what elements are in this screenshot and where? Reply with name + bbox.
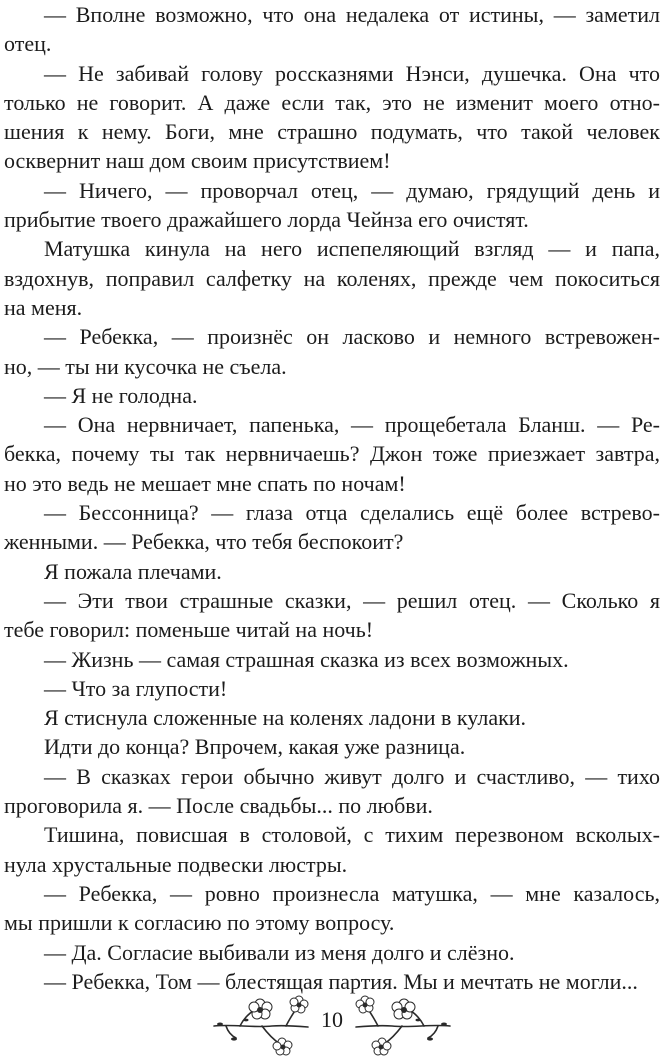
paragraph: [4, 762, 660, 821]
text-line: только не говорит. А даже если так, это не изменит моего отно-: [4, 89, 660, 115]
text-line: нула хрустальные подвески люстры.: [4, 851, 348, 877]
text-line: — Ребекка, — произнёс он ласково и немного встревожен-: [44, 324, 660, 350]
text-line: — Ребекка, — ровно произнесла матушка, — мне казалось,: [44, 880, 660, 906]
paragraph: [4, 498, 660, 557]
paragraph: [4, 674, 660, 703]
paragraph: [4, 879, 660, 938]
text-line: Тишина, повисшая в столовой, с тихим перезвоном всколых-: [44, 822, 660, 848]
text-line: — Что за глупости!: [44, 675, 228, 701]
text-line: Матушка кинула на него испепеляющий взгляд — и папа,: [44, 236, 660, 262]
text-line: мы пришли к согласию по этому вопросу.: [4, 910, 395, 936]
text-line: осквернит наш дом своим присутствием!: [4, 148, 391, 174]
text-line: — Жизнь — самая страшная сказка из всех возможных.: [44, 646, 569, 672]
text-line: на меня.: [4, 294, 83, 320]
text-line: Я пожала плечами.: [44, 558, 222, 584]
paragraph: [4, 732, 660, 761]
text-line: — Вполне возможно, что она недалека от истины, — заметил: [44, 2, 660, 27]
paragraph: [4, 322, 660, 381]
text-line: — Эти твои страшные сказки, — решил отец. — Сколько я: [44, 587, 660, 613]
text-line: — Я не голодна.: [44, 382, 198, 408]
text-line: проговорила я. — После свадьбы... по любви.: [4, 793, 433, 819]
paragraph: [4, 59, 660, 176]
paragraph: [4, 0, 660, 59]
text-line: Я стиснула сложенные на коленях ладони в кулаки.: [44, 705, 527, 731]
paragraph: [4, 410, 660, 498]
page-number: 10: [321, 1007, 343, 1032]
paragraph: [4, 557, 660, 586]
text-line: тебе говорил: поменьше читай на ночь!: [4, 617, 374, 643]
paragraph: [4, 586, 660, 645]
text-line: — Ничего, — проворчал отец, — думаю, грядущий день и: [44, 177, 660, 203]
text-line: вздохнув, поправил салфетку на коленях, прежде чем покоситься: [4, 265, 660, 291]
text-line: — В сказках герои обычно живут долго и счастливо, — тихо: [44, 763, 660, 789]
paragraph: [4, 938, 660, 967]
paragraph: [4, 820, 660, 879]
paragraph: [4, 381, 660, 410]
text-line: но это ведь не мешает мне спать по ночам!: [4, 470, 406, 496]
paragraph: [4, 234, 660, 322]
text-line: шения к нему. Боги, мне страшно подумать, что такой человек: [4, 119, 660, 145]
paragraph: [4, 703, 660, 732]
text-line: женными. — Ребекка, что тебя беспокоит?: [4, 529, 404, 555]
text-line: — Не забивай голову россказнями Нэнси, душечка. Она что: [44, 60, 660, 86]
text-line: — Да. Согласие выбивали из меня долго и слёзно.: [44, 939, 515, 965]
text-line: Идти до конца? Впрочем, какая уже разница.: [44, 734, 466, 760]
cherry-blossom-branch-icon: [210, 982, 310, 1056]
text-line: — Ребекка, Том — блестящая партия. Мы и мечтать не могли...: [44, 968, 638, 994]
paragraph: [4, 645, 660, 674]
paragraph: [4, 176, 660, 235]
page-footer: [0, 982, 664, 1056]
text-line: — Бессонница? — глаза отца сделались ещё более встрево-: [44, 500, 660, 526]
text-line: но, — ты ни кусочка не съела.: [4, 353, 287, 379]
cherry-blossom-branch-icon: [354, 982, 454, 1056]
text-line: прибытие твоего дражайшего лорда Чейнза его очистят.: [4, 207, 529, 233]
body-text: [4, 0, 660, 996]
text-line: бекка, почему ты так нервничаешь? Джон тоже приезжает завтра,: [4, 441, 660, 467]
text-line: — Она нервничает, папенька, — прощебетала Бланш. — Ре-: [44, 412, 660, 438]
text-line: отец.: [4, 31, 52, 57]
